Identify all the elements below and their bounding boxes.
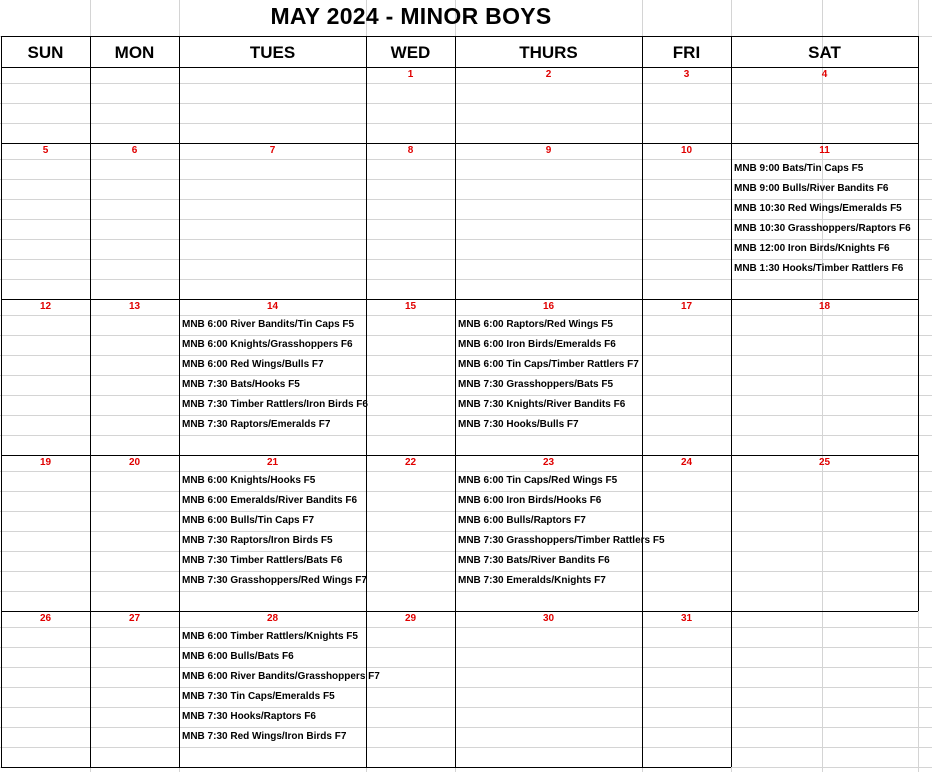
day-number: 17 [680,301,693,312]
game-entry: MNB 9:00 Bulls/River Bandits F6 [734,183,889,194]
game-entry: MNB 6:00 Knights/Hooks F5 [182,475,316,486]
day-number: 30 [542,613,555,624]
weekday-header-sun: SUN [27,43,64,62]
weekday-header-tues: TUES [249,43,296,62]
weekday-header-thurs: THURS [519,43,578,62]
day-number: 20 [128,457,141,468]
game-entry: MNB 7:30 Tin Caps/Emeralds F5 [182,691,335,702]
weekday-header-fri: FRI [672,43,701,62]
game-entry: MNB 1:30 Hooks/Timber Rattlers F6 [734,263,904,274]
day-number: 22 [404,457,417,468]
day-number: 6 [131,145,138,156]
game-entry: MNB 7:30 Grasshoppers/Red Wings F7 [182,575,367,586]
game-entry: MNB 6:00 Iron Birds/Emeralds F6 [458,339,616,350]
game-entry: MNB 7:30 Grasshoppers/Timber Rattlers F5 [458,535,665,546]
day-number: 25 [818,457,831,468]
game-entry: MNB 6:00 Bulls/Bats F6 [182,651,294,662]
game-entry: MNB 6:00 Bulls/Tin Caps F7 [182,515,315,526]
day-number: 16 [542,301,555,312]
day-number: 28 [266,613,279,624]
day-number: 13 [128,301,141,312]
day-number: 7 [269,145,276,156]
game-entry: MNB 7:30 Raptors/Emeralds F7 [182,419,331,430]
day-number: 24 [680,457,693,468]
day-number: 5 [42,145,49,156]
game-entry: MNB 7:30 Hooks/Raptors F6 [182,711,316,722]
day-number: 4 [821,69,828,80]
game-entry: MNB 6:00 Raptors/Red Wings F5 [458,319,613,330]
day-number: 15 [404,301,417,312]
game-entry: MNB 7:30 Red Wings/Iron Birds F7 [182,731,347,742]
day-number: 8 [407,145,414,156]
day-number: 14 [266,301,279,312]
day-number: 3 [683,69,690,80]
day-number: 1 [407,69,414,80]
game-entry: MNB 7:30 Bats/River Bandits F6 [458,555,610,566]
weekday-header-sat: SAT [808,43,841,62]
day-number: 9 [545,145,552,156]
day-number: 21 [266,457,279,468]
weekday-header-wed: WED [390,43,431,62]
game-entry: MNB 7:30 Raptors/Iron Birds F5 [182,535,333,546]
game-entry: MNB 6:00 River Bandits/Tin Caps F5 [182,319,355,330]
day-number: 2 [545,69,552,80]
day-number: 18 [818,301,831,312]
game-entry: MNB 6:00 Tin Caps/Timber Rattlers F7 [458,359,639,370]
calendar-title: MAY 2024 - MINOR BOYS [270,3,552,29]
game-entry: MNB 6:00 Knights/Grasshoppers F6 [182,339,353,350]
day-number: 26 [39,613,52,624]
game-entry: MNB 6:00 Tin Caps/Red Wings F5 [458,475,618,486]
game-entry: MNB 10:30 Red Wings/Emeralds F5 [734,203,902,214]
day-number: 12 [39,301,52,312]
day-number: 19 [39,457,52,468]
game-entry: MNB 6:00 Iron Birds/Hooks F6 [458,495,602,506]
game-entry: MNB 9:00 Bats/Tin Caps F5 [734,163,864,174]
game-entry: MNB 6:00 Emeralds/River Bandits F6 [182,495,358,506]
weekday-header-mon: MON [114,43,155,62]
game-entry: MNB 6:00 Red Wings/Bulls F7 [182,359,324,370]
day-number: 11 [819,145,830,156]
game-entry: MNB 7:30 Timber Rattlers/Bats F6 [182,555,343,566]
game-entry: MNB 7:30 Bats/Hooks F5 [182,379,300,390]
game-entry: MNB 7:30 Timber Rattlers/Iron Birds F6 [182,399,368,410]
game-entry: MNB 6:00 Bulls/Raptors F7 [458,515,586,526]
day-number: 23 [542,457,555,468]
day-number: 10 [680,145,693,156]
game-entry: MNB 7:30 Emeralds/Knights F7 [458,575,606,586]
game-entry: MNB 6:00 River Bandits/Grasshoppers F7 [182,671,380,682]
day-number: 27 [128,613,141,624]
game-entry: MNB 7:30 Knights/River Bandits F6 [458,399,626,410]
game-entry: MNB 7:30 Hooks/Bulls F7 [458,419,579,430]
day-number: 31 [680,613,693,624]
game-entry: MNB 6:00 Timber Rattlers/Knights F5 [182,631,358,642]
game-entry: MNB 10:30 Grasshoppers/Raptors F6 [734,223,911,234]
day-number: 29 [404,613,417,624]
game-entry: MNB 7:30 Grasshoppers/Bats F5 [458,379,614,390]
game-entry: MNB 12:00 Iron Birds/Knights F6 [734,243,890,254]
